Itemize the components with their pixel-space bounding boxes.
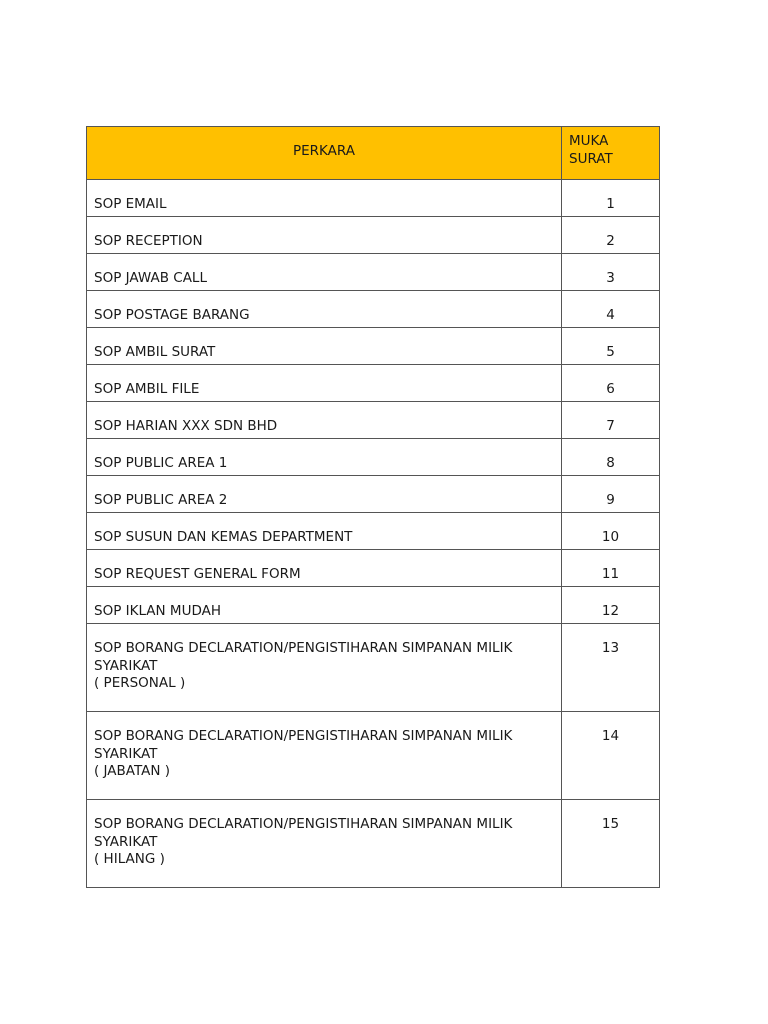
table-header (87, 127, 660, 180)
table-row (87, 254, 660, 291)
item-cell (87, 624, 562, 712)
table-row (87, 328, 660, 365)
page-number-cell: 1 (562, 180, 660, 217)
page-number-cell: 7 (562, 402, 660, 439)
page-number-cell: 3 (562, 254, 660, 291)
item-cell: SOP POSTAGE BARANG (87, 291, 562, 328)
item-line: ( PERSONAL ) (94, 675, 186, 691)
page-number-cell: 14 (562, 712, 660, 800)
page-number-cell: 12 (562, 587, 660, 624)
item-cell: SOP JAWAB CALL (87, 254, 562, 291)
item-cell: SOP AMBIL SURAT (87, 328, 562, 365)
table-row (87, 439, 660, 476)
page-number-cell: 4 (562, 291, 660, 328)
item-cell (87, 800, 562, 888)
table-row (87, 513, 660, 550)
page-number-cell: 2 (562, 217, 660, 254)
perkara-header: PERKARA (87, 127, 562, 180)
item-line: SOP BORANG DECLARATION/PENGISTIHARAN SIMPANAN MILIK (94, 728, 513, 744)
muka-surat-header-line2: SURAT (569, 150, 613, 167)
table-row (87, 476, 660, 513)
item-cell: SOP RECEPTION (87, 217, 562, 254)
header-row (87, 127, 660, 180)
item-cell: SOP PUBLIC AREA 1 (87, 439, 562, 476)
table-row (87, 800, 660, 888)
table-row (87, 550, 660, 587)
page-number-cell: 13 (562, 624, 660, 712)
page-number-cell: 9 (562, 476, 660, 513)
page-number-cell: 15 (562, 800, 660, 888)
page-number-cell: 11 (562, 550, 660, 587)
muka-surat-header-line1: MUKA (569, 133, 609, 149)
item-cell: SOP IKLAN MUDAH (87, 587, 562, 624)
item-cell: SOP AMBIL FILE (87, 365, 562, 402)
page-number-cell: 8 (562, 439, 660, 476)
item-line: ( HILANG ) (94, 851, 165, 867)
item-line: SYARIKAT (94, 657, 158, 674)
item-cell (87, 712, 562, 800)
page-number-cell: 6 (562, 365, 660, 402)
item-line: SYARIKAT (94, 833, 158, 850)
table-row (87, 217, 660, 254)
item-cell: SOP REQUEST GENERAL FORM (87, 550, 562, 587)
table-row (87, 587, 660, 624)
contents-table (86, 126, 660, 888)
table-row (87, 180, 660, 217)
page-number-cell: 5 (562, 328, 660, 365)
page-number-cell: 10 (562, 513, 660, 550)
item-cell: SOP PUBLIC AREA 2 (87, 476, 562, 513)
item-cell: SOP SUSUN DAN KEMAS DEPARTMENT (87, 513, 562, 550)
table-row (87, 365, 660, 402)
table-row (87, 624, 660, 712)
item-cell: SOP HARIAN XXX SDN BHD (87, 402, 562, 439)
table-body (87, 180, 660, 888)
item-line: SOP BORANG DECLARATION/PENGISTIHARAN SIMPANAN MILIK (94, 816, 513, 832)
item-line: SOP BORANG DECLARATION/PENGISTIHARAN SIMPANAN MILIK (94, 640, 513, 656)
item-line: ( JABATAN ) (94, 763, 171, 779)
muka-surat-header (562, 127, 660, 180)
item-line: SYARIKAT (94, 745, 158, 762)
table-row (87, 291, 660, 328)
table-row (87, 402, 660, 439)
item-cell: SOP EMAIL (87, 180, 562, 217)
table-row (87, 712, 660, 800)
